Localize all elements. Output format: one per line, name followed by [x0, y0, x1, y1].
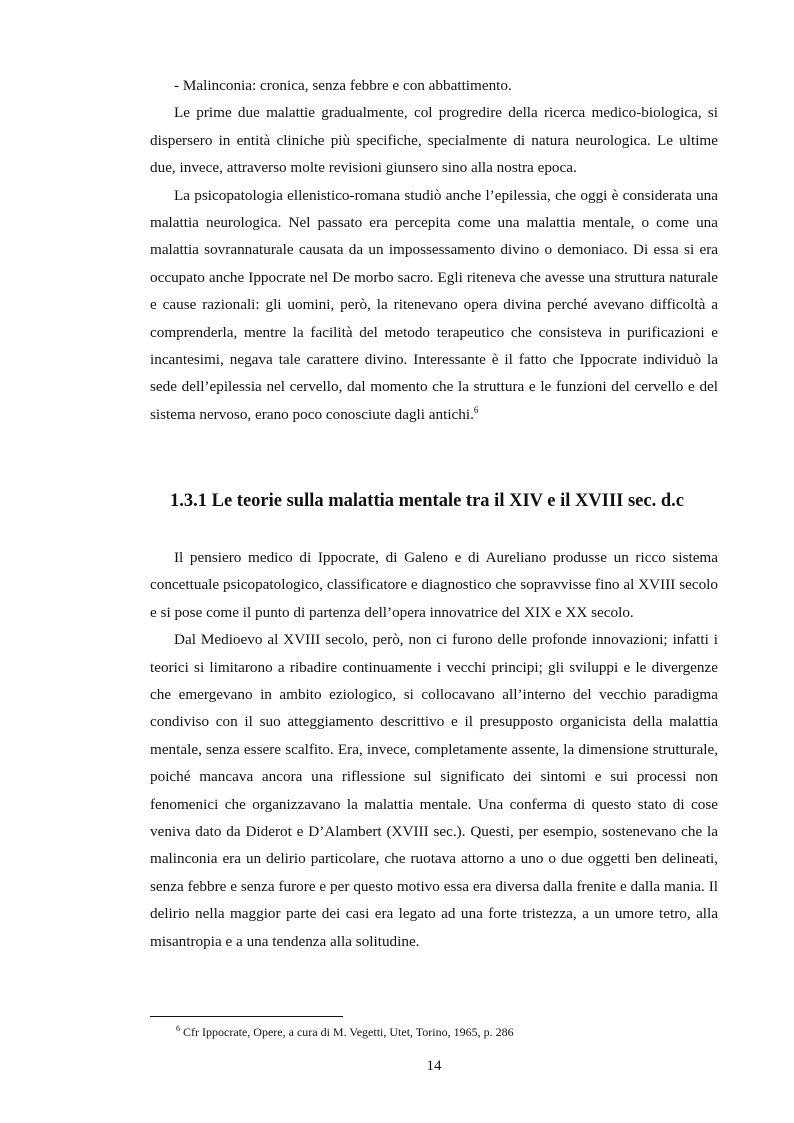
- footnote-text: Cfr Ippocrate, Opere, a cura di M. Vegetti, Utet, Torino, 1965, p. 286: [180, 1025, 514, 1039]
- paragraph-epilessia: [150, 182, 718, 429]
- page-number: 14: [426, 1058, 442, 1074]
- footnote: [176, 1024, 514, 1040]
- paragraph-epilessia-text: La psicopatologia ellenistico-romana studiò anche l’epilessia, che oggi è considerata una malattia neurologica. Nel passato era percepita come una malattia mentale, o come una malattia sovrannaturale causata da un impossessamento divino o demoniaco. Di essa si era occupato anche Ippocrate nel De morbo sacro. Egli riteneva che avesse una struttura naturale e cause razionali: gli uomini, però, la ritenevano opera divina perché avevano difficoltà a comprenderla, mentre la facilità del metodo terapeutico che consisteva in purificazioni e incantesimi, negava tale carattere divino. Interessante è il fatto che Ippocrate individuò la sede dell’epilessia nel cervello, dal momento che la struttura e le funzioni del cervello e del sistema nervoso, erano poco conosciute dagli antichi.: [150, 186, 718, 423]
- paragraph-malinconia: - Malinconia: cronica, senza febbre e con abbattimento.: [174, 77, 512, 94]
- footnote-divider: [150, 1016, 343, 1017]
- paragraph-pensiero-medico: Il pensiero medico di Ippocrate, di Galeno e di Aureliano produsse un ricco sistema concettuale psicopatologico, classificatore e diagnostico che sopravvisse fino al XVIII secolo e si pose come il punto di partenza dell’opera innovatrice del XIX e XX secolo.: [150, 549, 718, 621]
- footnote-number: 6: [176, 1024, 180, 1033]
- section-heading: 1.3.1 Le teorie sulla malattia mentale tra il XIV e il XVIII sec. d.c: [170, 491, 684, 511]
- body-text-bottom: [150, 544, 718, 955]
- paragraph-medioevo: Dal Medioevo al XVIII secolo, però, non ci furono delle profonde innovazioni; infatti i teorici si limitarono a ribadire continuamente i vecchi principi; gli sviluppi e le divergenze che emergevano in ambito eziologico, si collocavano all’interno del vecchio paradigma condiviso con il suo atteggiamento descrittivo e il presupposto organicista della malattia mentale, senza essere scalfito. Era, invece, completamente assente, la dimensione strutturale, poiché mancava ancora una riflessione sul significato dei sintomi e sui processi non fenomenici che organizzavano la malattia mentale. Una conferma di questo stato di cose veniva dato da Diderot e D’Alambert (XVIII sec.). Questi, per esempio, sostenevano che la malinconia era un delirio particolare, che ruotava attorno a uno o due oggetti ben delineati, senza febbre e senza furore e per questo motivo essa era diversa dalla frenite e dalla mania. Il delirio nella maggior parte dei casi era legato ad una forte tristezza, a un umore tetro, alla misantropia e a una tendenza alla solitudine.: [150, 631, 718, 950]
- paragraph-prime-malattie: Le prime due malattie gradualmente, col progredire della ricerca medico-biologica, si dispersero in entità cliniche più specifiche, specialmente di natura neurologica. Le ultime due, invece, attraverso molte revisioni giunsero sino alla nostra epoca.: [150, 104, 718, 177]
- body-text-top: [150, 72, 718, 428]
- footnote-reference[interactable]: 6: [473, 404, 479, 415]
